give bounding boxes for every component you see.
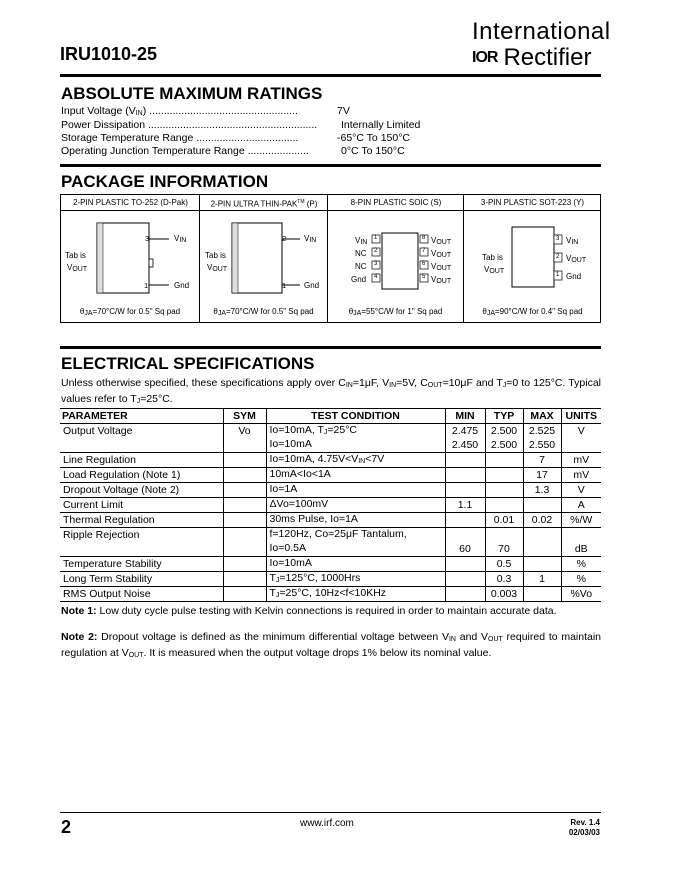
- cell-typ: 0.01: [485, 513, 523, 528]
- pkg-header-soic: 8-PIN PLASTIC SOIC (S): [328, 195, 464, 211]
- cell-param: Ripple Rejection: [63, 528, 140, 541]
- cell-typ: 2.500: [485, 438, 523, 453]
- cell-max: 1: [523, 572, 561, 587]
- abs-max-title: ABSOLUTE MAXIMUM RATINGS: [61, 84, 323, 103]
- cell-param: Current Limit: [60, 498, 223, 513]
- cell-min: [445, 513, 485, 528]
- cell-max: 0.02: [523, 513, 561, 528]
- cell-min: [445, 587, 485, 602]
- electrical-intro: Unless otherwise specified, these specifications apply over CIN=1μF, VIN=5V, COUT=10μF and TJ=0 to 125°C. Typical values refer to TJ=25°C.: [61, 377, 601, 405]
- table-row: [60, 542, 601, 557]
- cell-max: [523, 498, 561, 513]
- col-header: MIN: [445, 409, 485, 424]
- cell-max: [523, 528, 561, 543]
- pkg-header-sot223: 3-PIN PLASTIC SOT-223 (Y): [464, 195, 601, 211]
- electrical-spec-table: [60, 408, 601, 602]
- cell-units: [561, 528, 601, 543]
- cell-sym: [223, 438, 266, 453]
- table-row: [60, 453, 601, 468]
- cell-cond: f=120Hz, Co=25μF Tantalum,: [266, 528, 445, 543]
- cell-sym: [223, 542, 266, 557]
- col-header: TEST CONDITION: [266, 409, 445, 424]
- revision-info: Rev. 1.4 02/03/03: [568, 818, 600, 837]
- section-rule: [60, 346, 601, 349]
- cell-sym: [223, 468, 266, 483]
- logo-bottom-text: Rectifier: [503, 44, 592, 71]
- cell-sym: [223, 483, 266, 498]
- cell-param: Thermal Regulation: [60, 513, 223, 528]
- cell-sym: [223, 528, 266, 543]
- table-row: [60, 438, 601, 453]
- cell-max: 1.3: [523, 483, 561, 498]
- cell-typ: [485, 498, 523, 513]
- cell-param: Output Voltage: [63, 424, 133, 437]
- cell-min: 60: [445, 542, 485, 557]
- cell-typ: 0.5: [485, 557, 523, 572]
- cell-param: RMS Output Noise: [60, 587, 223, 602]
- cell-param: Temperature Stability: [60, 557, 223, 572]
- cell-cond: ΔVo=100mV: [266, 498, 445, 513]
- cell-typ: 0.003: [485, 587, 523, 602]
- cell-min: 2.475: [445, 424, 485, 439]
- cell-min: 2.450: [445, 438, 485, 453]
- cell-units: V: [561, 483, 601, 498]
- cell-max: 2.525: [523, 424, 561, 439]
- cell-cond: Io=0.5A: [266, 542, 445, 557]
- cell-param: Load Regulation (Note 1): [60, 468, 223, 483]
- cell-param: [60, 542, 223, 557]
- cell-sym: [223, 513, 266, 528]
- note-2: Note 2: Dropout voltage is defined as the minimum differential voltage between VIN and VOUT required to maintain regulation at VOUT. It is measured when the output voltage drops 1% below its nominal value.: [61, 631, 602, 659]
- cell-units: %Vo: [561, 587, 601, 602]
- rating-row: Input Voltage (VIN) ................................................... 7V: [61, 105, 350, 117]
- cell-min: [445, 483, 485, 498]
- rating-row: Storage Temperature Range ................................... -65°C To 150°C: [61, 132, 410, 144]
- cell-units: %: [561, 572, 601, 587]
- cell-max: [523, 557, 561, 572]
- vin-label: VIN: [174, 234, 187, 244]
- note-1: Note 1: Low duty cycle pulse testing with Kelvin connections is required in order to maintain accurate data.: [61, 605, 557, 617]
- col-header: SYM: [223, 409, 266, 424]
- cell-max: [523, 587, 561, 602]
- cell-typ: [485, 483, 523, 498]
- cell-units: V: [561, 424, 601, 439]
- cell-sym: [223, 453, 266, 468]
- cell-cond: Io=10mA: [266, 557, 445, 572]
- cell-sym: [223, 587, 266, 602]
- cell-sym: [223, 557, 266, 572]
- col-header: MAX: [523, 409, 561, 424]
- table-row: [60, 557, 601, 572]
- cell-sym: [223, 572, 266, 587]
- logo-mark: IOR: [472, 49, 498, 66]
- col-header: TYP: [485, 409, 523, 424]
- table-row: [60, 513, 601, 528]
- cell-units: dB: [561, 542, 601, 557]
- theta-ja-sot223: θJA=90°C/W for 0.4" Sq pad: [482, 307, 583, 317]
- table-row: [60, 483, 601, 498]
- table-row: [60, 572, 601, 587]
- cell-param: Long Term Stability: [60, 572, 223, 587]
- cell-min: [445, 572, 485, 587]
- cell-max: 7: [523, 453, 561, 468]
- cell-min: [445, 557, 485, 572]
- table-row: [60, 498, 601, 513]
- pkg-header-dpak: 2-PIN PLASTIC TO-252 (D-Pak): [61, 195, 200, 211]
- company-logo: [468, 16, 611, 76]
- cell-cond: 30ms Pulse, Io=1A: [266, 513, 445, 528]
- cell-units: %/W: [561, 513, 601, 528]
- cell-min: 1.1: [445, 498, 485, 513]
- col-header: UNITS: [561, 409, 601, 424]
- footer-url[interactable]: www.irf.com: [300, 818, 354, 829]
- cell-sym: [223, 498, 266, 513]
- cell-sym: Vo: [223, 424, 266, 439]
- package-title: PACKAGE INFORMATION: [61, 172, 269, 191]
- document-title: IRU1010-25: [60, 44, 158, 64]
- cell-min: [445, 468, 485, 483]
- package-table: 2-PIN PLASTIC TO-252 (D-Pak) 2-PIN ULTRA THIN-PAK™ (P) 8-PIN PLASTIC SOIC (S) 3-PIN PLASTIC SOT-223 (Y) 3 1 VIN Gnd Tab is VOUT 2 1 VIN Gnd Tab is VOUT 1 2 3 4 8 7 6 5 VIN NC NC Gnd VOUT VOUT VOUT VOUT 3 2 1 VIN VOUT Gnd Tab is VOUT θJA=70°C/W for 0.5" Sq pad θJA=70°C/W for 0.5" Sq pad θJA=55°C/W for 1" Sq pad θJA=90°C/W for 0.4" Sq pad: [60, 194, 601, 323]
- cell-typ: [485, 453, 523, 468]
- cell-param: [60, 438, 223, 453]
- cell-typ: 0.3: [485, 572, 523, 587]
- cell-units: mV: [561, 468, 601, 483]
- cell-units: A: [561, 498, 601, 513]
- cell-max: 2.550: [523, 438, 561, 453]
- page-number: 2: [61, 817, 72, 837]
- section-rule: [60, 164, 601, 167]
- header-rule: [60, 74, 601, 77]
- cell-units: mV: [561, 453, 601, 468]
- table-row: [60, 528, 601, 543]
- table-row: [60, 424, 601, 439]
- logo-top-text: International: [472, 18, 611, 45]
- cell-typ: [485, 528, 523, 543]
- pkg-header-thinpak: 2-PIN ULTRA THIN-PAK™ (P): [200, 195, 328, 211]
- cell-min: [445, 528, 485, 543]
- theta-ja-thinpak: θJA=70°C/W for 0.5" Sq pad: [213, 307, 314, 317]
- theta-ja-dpak: θJA=70°C/W for 0.5" Sq pad: [79, 307, 181, 317]
- cell-cond: Io=1A: [266, 483, 445, 498]
- cell-param: Dropout Voltage (Note 2): [60, 483, 223, 498]
- rating-row: Power Dissipation .......................................................... Internally Limited: [61, 119, 421, 131]
- cell-param: Line Regulation: [60, 453, 223, 468]
- theta-ja-soic: θJA=55°C/W for 1" Sq pad: [348, 307, 443, 317]
- cell-cond: TJ=25°C, 10Hz<f<10KHz: [266, 587, 445, 602]
- cell-cond: TJ=125°C, 1000Hrs: [266, 572, 445, 587]
- rating-row: Operating Junction Temperature Range ..................... 0°C To 150°C: [61, 145, 405, 157]
- cell-max: 17: [523, 468, 561, 483]
- table-row: [60, 587, 601, 602]
- cell-cond: Io=10mA: [266, 438, 445, 453]
- cell-cond: 10mA<Io<1A: [266, 468, 445, 483]
- cell-units: [561, 438, 601, 453]
- col-header: PARAMETER: [60, 409, 223, 424]
- cell-cond: Io=10mA, TJ=25°C: [266, 424, 445, 439]
- cell-units: %: [561, 557, 601, 572]
- cell-min: [445, 453, 485, 468]
- cell-typ: 2.500: [485, 424, 523, 439]
- table-row: [60, 468, 601, 483]
- cell-typ: 70: [485, 542, 523, 557]
- table-header-row: [60, 409, 601, 424]
- electrical-title: ELECTRICAL SPECIFICATIONS: [61, 354, 315, 373]
- cell-typ: [485, 468, 523, 483]
- cell-cond: Io=10mA, 4.75V<VIN<7V: [266, 453, 445, 468]
- cell-max: [523, 542, 561, 557]
- footer-rule: [60, 812, 601, 813]
